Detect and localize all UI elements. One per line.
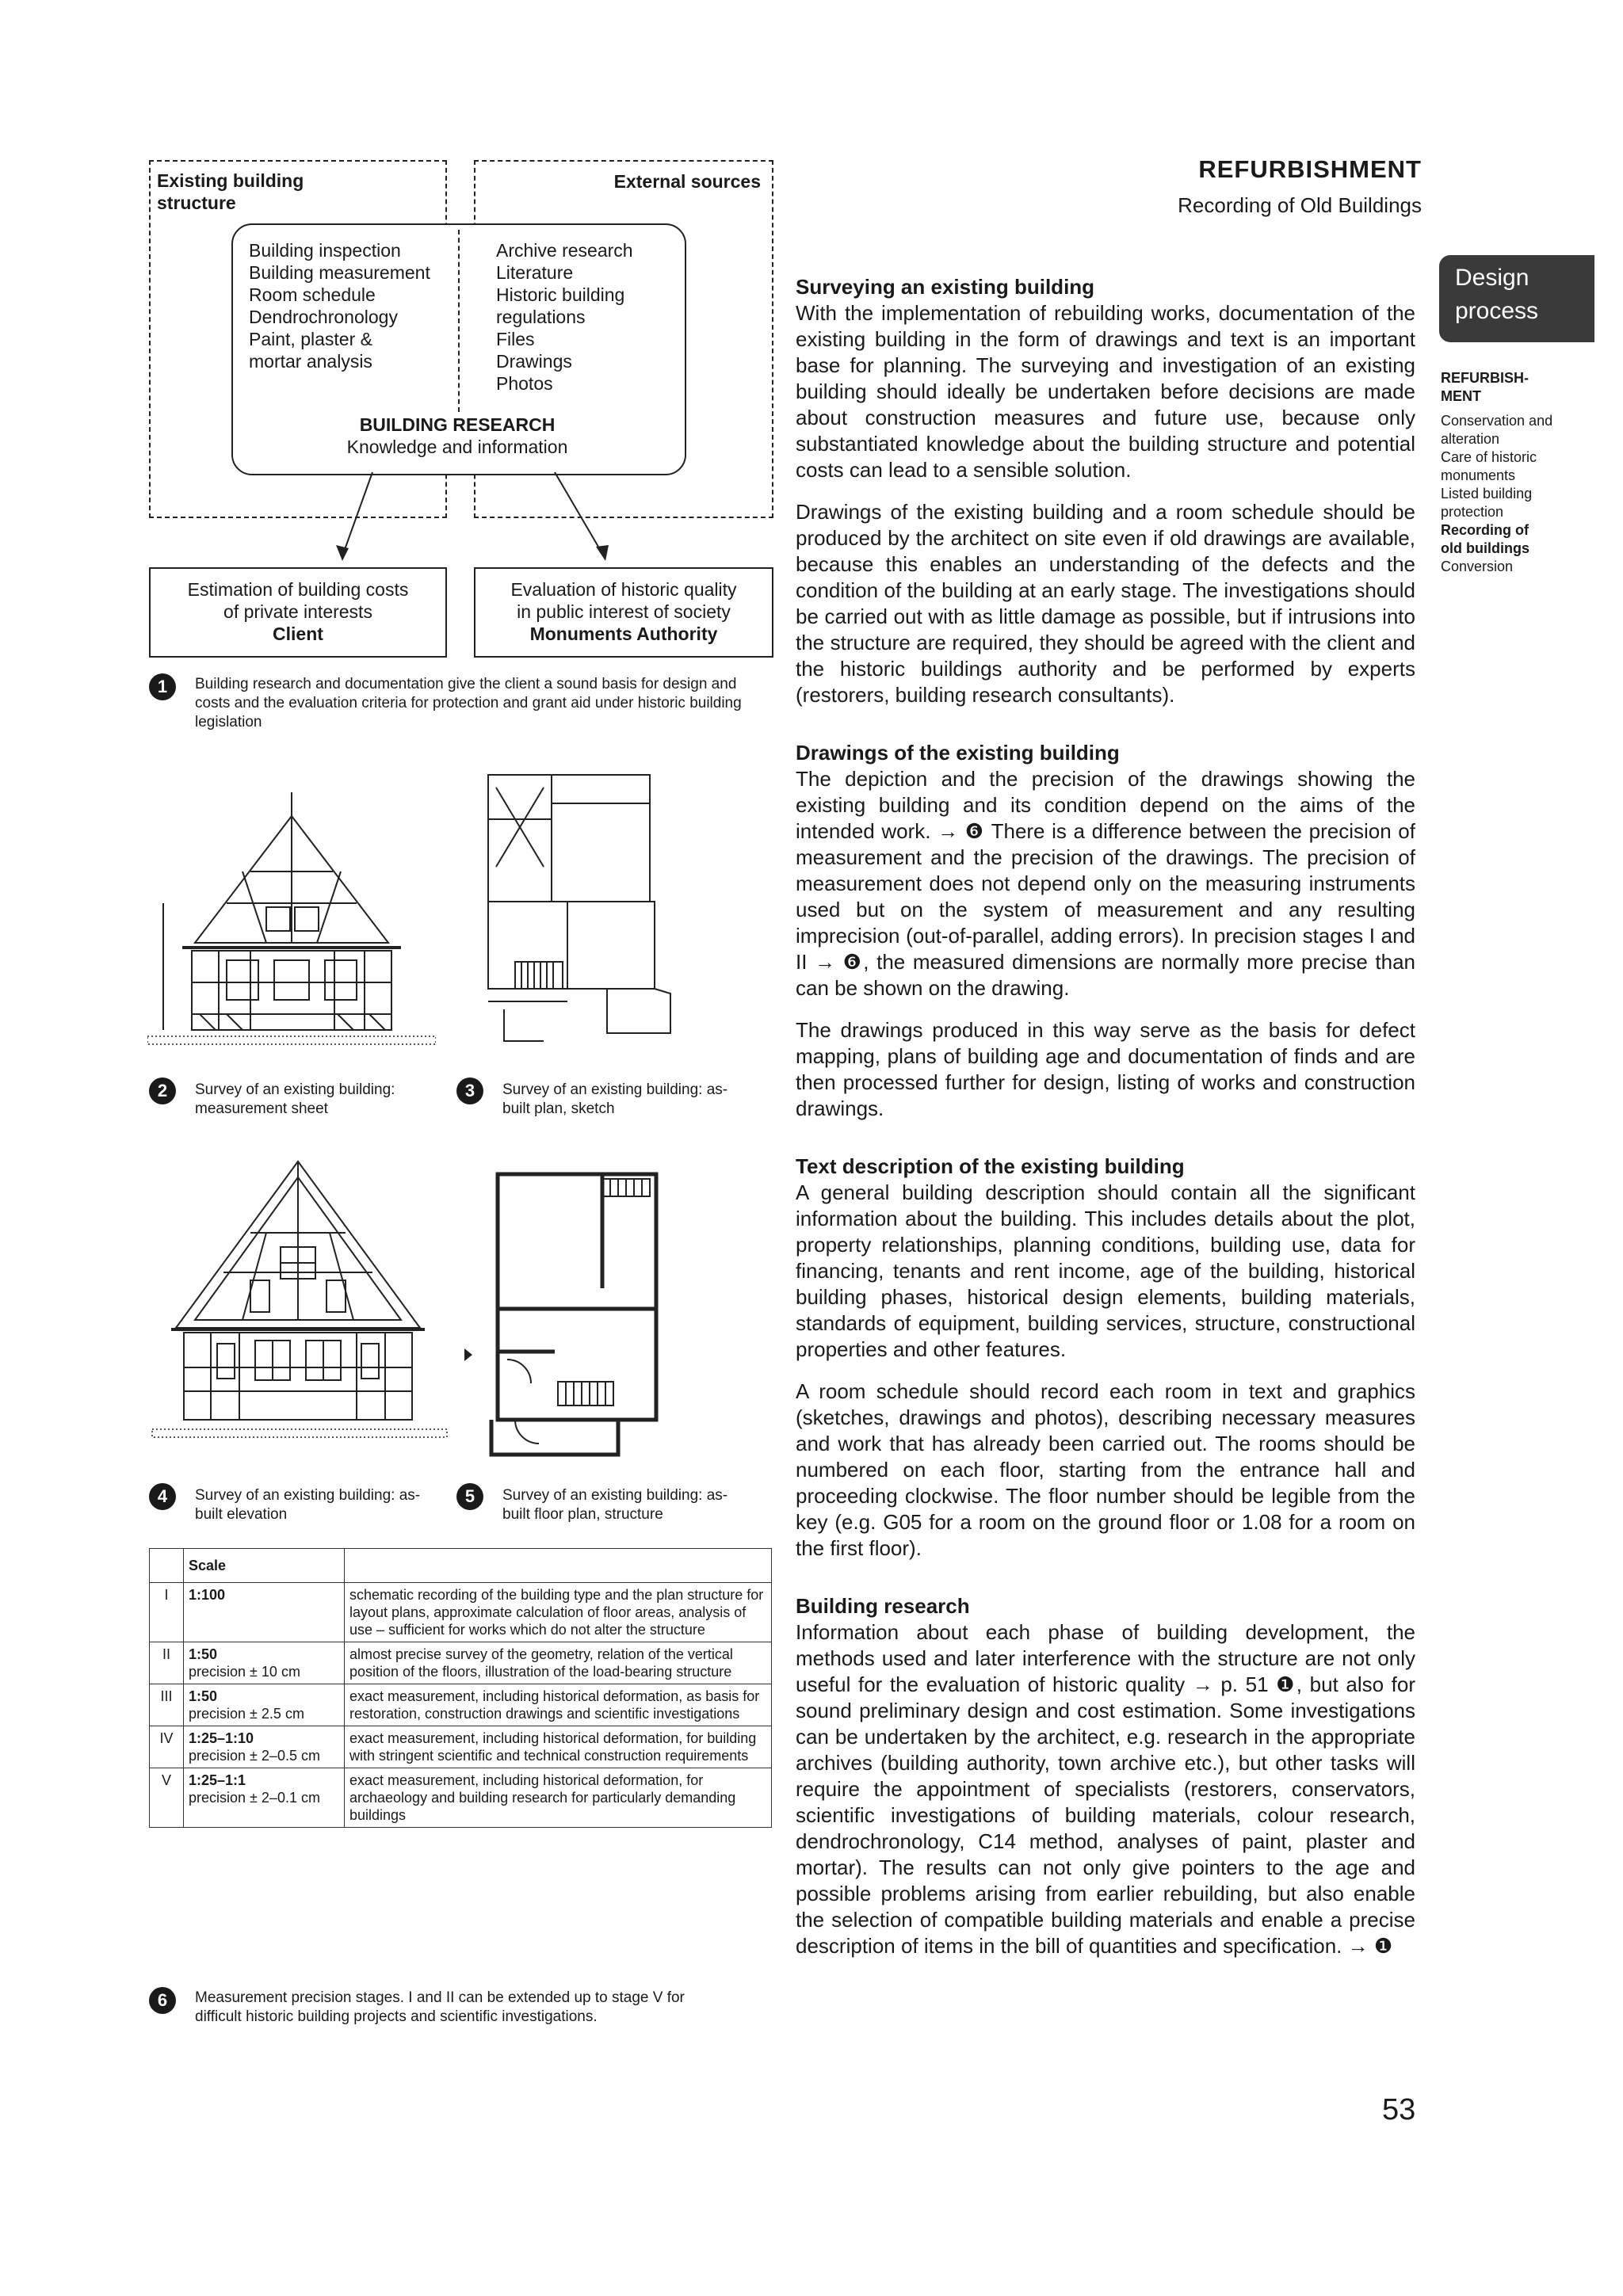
client-line2: of private interests bbox=[223, 601, 372, 622]
table-cell bbox=[150, 1549, 184, 1583]
inspection-item: Building inspection bbox=[249, 240, 401, 261]
stage-cell: III bbox=[150, 1684, 184, 1726]
chapter-tab-line1: Design bbox=[1455, 265, 1529, 291]
section-heading-surveying: Surveying an existing building bbox=[796, 275, 1095, 299]
stage-cell: IV bbox=[150, 1726, 184, 1768]
description-cell: almost precise survey of the geometry, relation of the vertical position of the floors, illustration of the load-bearing structure bbox=[345, 1642, 772, 1684]
inspection-item: Room schedule bbox=[249, 284, 376, 305]
as-built-elevation-drawing bbox=[147, 1154, 449, 1455]
paragraph: With the implementation of rebuilding works, documentation of the existing building in the form of drawings and text is an important base for planning. The surveying and investigation of an existing building should ideally be undertaken before decisions are made about construction measures and future use, because only substantiated knowledge about the building structure and potential costs can lead to a sensible solution. bbox=[796, 301, 1415, 482]
scale-value: 1:50 bbox=[189, 1688, 218, 1704]
source-item: Files bbox=[496, 329, 535, 349]
table-header-row bbox=[150, 1549, 772, 1583]
precision-value: precision ± 2–0.1 cm bbox=[189, 1790, 320, 1806]
page-section-title: REFURBISHMENT bbox=[1198, 155, 1422, 183]
source-item: Archive research bbox=[496, 240, 633, 261]
inspection-item: mortar analysis bbox=[249, 351, 372, 372]
inspection-item: Building measurement bbox=[249, 262, 430, 283]
paragraph: A room schedule should record each room in text and graphics (sketches, drawings and photos), describing necessary measures and work that has already been carried out. The rooms should be numbered on each floor, starting from the entrance hall and proceeding clockwise. The floor number should be legible from the key (e.g. G05 for a room on the ground floor or 1.08 for a room on the first floor). bbox=[796, 1379, 1415, 1560]
figure-number-6: 6 bbox=[149, 1987, 176, 2014]
paragraph: The depiction and the precision of the drawings showing the existing building and its condition depend on the aims of the intended work. → ❻ There is a difference between the precision of measurement and the precision of the drawings. The precision of measurement does not depend only on the measuring instruments used but on the system of measurement and any resulting imprecision (out-of-parallel, adding errors). In precision stages I and II → ❻, the measured dimensions are normally more precise than can be shown on the drawing. bbox=[796, 767, 1415, 1000]
sidebar-item-current: Recording of bbox=[1441, 522, 1529, 538]
source-item: Photos bbox=[496, 373, 553, 394]
paragraph: A general building description should contain all the significant information about the building. This includes details about the plot, property relationships, planning conditions, building use, data for financing, tenants and rent income, age of the building, historical building phases, historical design elements, building materials, standards of equipment, building services, structure, constructional properties and other features. bbox=[796, 1180, 1415, 1361]
client-line3: Client bbox=[273, 624, 323, 644]
source-item: Historic building bbox=[496, 284, 625, 305]
monuments-authority-box bbox=[474, 567, 773, 658]
scale-cell bbox=[184, 1642, 345, 1684]
external-sources-title: External sources bbox=[613, 171, 761, 192]
sidebar-item: REFURBISH- bbox=[1441, 370, 1529, 386]
table-row bbox=[150, 1726, 772, 1768]
scale-cell bbox=[184, 1583, 345, 1642]
source-item: Literature bbox=[496, 262, 574, 283]
body-text-column bbox=[796, 274, 1415, 1959]
table-row bbox=[150, 1642, 772, 1684]
sidebar-item: Conversion bbox=[1441, 559, 1514, 574]
section-heading-text-description: Text description of the existing building bbox=[796, 1154, 1185, 1178]
precision-value: precision ± 2.5 cm bbox=[189, 1706, 304, 1722]
authority-line3: Monuments Authority bbox=[529, 624, 718, 644]
figure-caption-3: Survey of an existing building: as-built plan, sketch bbox=[502, 1081, 728, 1117]
sidebar-item-current: old buildings bbox=[1441, 540, 1529, 556]
scale-cell bbox=[184, 1768, 345, 1828]
paragraph: Drawings of the existing building and a room schedule should be produced by the architect on site even if old drawings are available, because this enables an understanding of the defects and the condition of the building at an early stage. The investigations should be carried out with as little damage as possible, but if intrusions into the structure are required, they should be agreed with the client and the historic buildings authority and be performed by experts (restorers, building research consultants). bbox=[796, 500, 1415, 707]
figure-number-4: 4 bbox=[149, 1483, 176, 1510]
inspection-item: Dendrochronology bbox=[249, 307, 398, 327]
table-header-scale: Scale bbox=[184, 1549, 345, 1583]
inspection-item: Paint, plaster & bbox=[249, 329, 372, 349]
description-cell: exact measurement, including historical deformation, for archaeology and building research for particularly demanding buildings bbox=[345, 1768, 772, 1828]
authority-line2: in public interest of society bbox=[517, 601, 731, 622]
section-heading-drawings: Drawings of the existing building bbox=[796, 741, 1120, 765]
paragraph: The drawings produced in this way serve as the basis for defect mapping, plans of building age and documentation of finds and are then processed further for design, listing of works and construction drawings. bbox=[796, 1018, 1415, 1120]
sidebar-item: Listed building bbox=[1441, 486, 1533, 502]
building-research-title: BUILDING RESEARCH bbox=[359, 414, 556, 435]
scale-value: 1:25–1:1 bbox=[189, 1772, 246, 1788]
client-line1: Estimation of building costs bbox=[187, 579, 409, 600]
figure-caption-4: Survey of an existing building: as-built elevation bbox=[195, 1487, 421, 1523]
description-cell: schematic recording of the building type and the plan structure for layout plans, approximate calculation of floor areas, analysis of use – sufficient for works which do not alter the structure bbox=[345, 1583, 772, 1642]
figure-caption-6: Measurement precision stages. I and II can be extended up to stage V for difficult historic building projects and scientific investigations. bbox=[195, 1989, 685, 2025]
sidebar-item: Care of historic bbox=[1441, 449, 1537, 465]
scale-value: 1:50 bbox=[189, 1646, 218, 1662]
precision-value: precision ± 10 cm bbox=[189, 1664, 300, 1680]
figure-number-3: 3 bbox=[456, 1077, 483, 1104]
precision-value: precision ± 2–0.5 cm bbox=[189, 1748, 320, 1764]
sidebar-item: monuments bbox=[1441, 467, 1516, 483]
figure-number-1: 1 bbox=[149, 673, 176, 700]
chapter-tab-line2: process bbox=[1455, 298, 1539, 324]
page-number: 53 bbox=[1382, 2093, 1416, 2126]
figure-caption-1: Building research and documentation give the client a sound basis for design and costs and the evaluation criteria for protection and grant aid under historic building legislation bbox=[195, 676, 742, 730]
as-built-floor-plan-drawing bbox=[460, 1169, 666, 1463]
source-item: Drawings bbox=[496, 351, 572, 372]
stage-cell: II bbox=[150, 1642, 184, 1684]
measurement-sheet-drawing bbox=[147, 784, 436, 1070]
sidebar-item: protection bbox=[1441, 504, 1504, 520]
table-row bbox=[150, 1684, 772, 1726]
figure-caption-5: Survey of an existing building: as-built floor plan, structure bbox=[502, 1487, 728, 1523]
table-cell bbox=[345, 1549, 772, 1583]
client-box bbox=[149, 567, 447, 658]
sidebar-item: Conservation and bbox=[1441, 413, 1553, 429]
table-row bbox=[150, 1583, 772, 1642]
paragraph: Information about each phase of building development, the methods used and later interference with the structure are not only useful for the evaluation of historic quality → p. 51 ❶, but also for sound preliminary design and cost estimation. Some investigations can be undertaken by the architect, e.g. research in the appropriate archives (building authority, town archive etc.), but other tasks will require the appointment of specialists (restorers, conservators, scientific investigations of building materials, colour research, dendrochronology, C14 method, analyses of paint, plaster and mortar). The results can not only give pointers to the age and possible problems arising from earlier rebuilding, but also enable the selection of compatible building materials and enable a precise description of items in the bill of quantities and specification. → ❶ bbox=[796, 1620, 1415, 1958]
figure-number-2: 2 bbox=[149, 1077, 176, 1104]
description-cell: exact measurement, including historical deformation, for building with stringent scientific and technical construction requirements bbox=[345, 1726, 772, 1768]
page-subtitle: Recording of Old Buildings bbox=[1178, 193, 1422, 217]
section-heading-building-research: Building research bbox=[796, 1594, 970, 1618]
sidebar-item: MENT bbox=[1441, 388, 1481, 404]
stage-cell: V bbox=[150, 1768, 184, 1828]
table-row bbox=[150, 1768, 772, 1828]
scale-cell bbox=[184, 1684, 345, 1726]
source-item: regulations bbox=[496, 307, 586, 327]
building-research-sub: Knowledge and information bbox=[346, 437, 568, 457]
description-cell: exact measurement, including historical deformation, as basis for restoration, construction drawings and scientific investigations bbox=[345, 1684, 772, 1726]
figure-number-5: 5 bbox=[456, 1483, 483, 1510]
scale-value: 1:100 bbox=[189, 1587, 226, 1603]
as-built-plan-sketch bbox=[449, 772, 686, 1065]
figure-caption-2: Survey of an existing building: measurement sheet bbox=[195, 1081, 395, 1117]
authority-line1: Evaluation of historic quality bbox=[510, 579, 737, 600]
sidebar-item: alteration bbox=[1441, 431, 1500, 447]
scale-cell bbox=[184, 1726, 345, 1768]
scale-value: 1:25–1:10 bbox=[189, 1730, 254, 1746]
precision-stages-table bbox=[149, 1548, 772, 1828]
existing-building-title: Existing building structure bbox=[157, 170, 304, 213]
stage-cell: I bbox=[150, 1583, 184, 1642]
